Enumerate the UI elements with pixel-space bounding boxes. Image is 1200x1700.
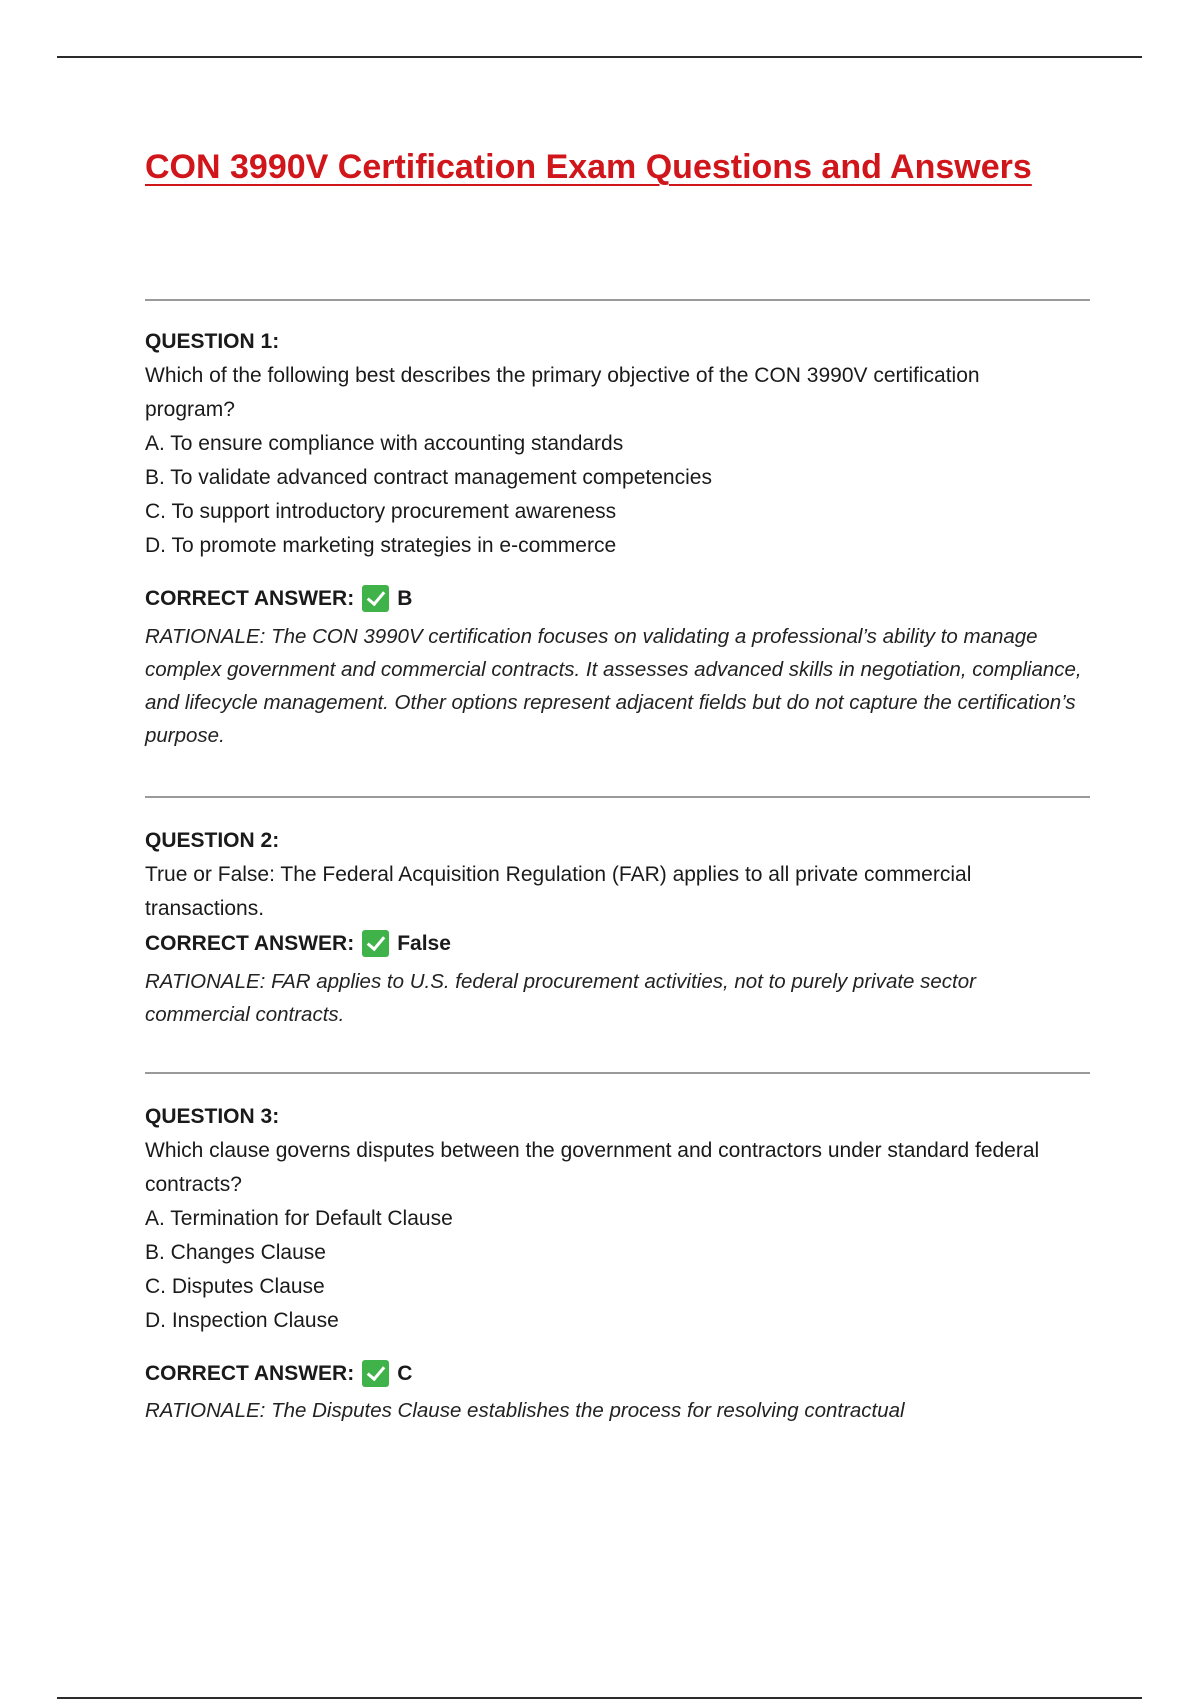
answer-option: D. To promote marketing strategies in e-commerce bbox=[145, 534, 617, 557]
question-text: True or False: The Federal Acquisition Regulation (FAR) applies to all private commercial transactions. bbox=[145, 863, 972, 920]
header-rule bbox=[57, 56, 1142, 58]
answer-option: A. Termination for Default Clause bbox=[145, 1207, 453, 1230]
question-3 bbox=[145, 1100, 1095, 1338]
correct-answer-3 bbox=[145, 1360, 412, 1387]
question-heading: QUESTION 3: bbox=[145, 1105, 280, 1128]
correct-answer-label: CORRECT ANSWER: bbox=[145, 1361, 355, 1385]
question-1 bbox=[145, 325, 1095, 563]
question-2 bbox=[145, 824, 1095, 926]
correct-answer-label: CORRECT ANSWER: bbox=[145, 931, 355, 955]
correct-answer-value: B bbox=[397, 586, 413, 610]
rationale-2: RATIONALE: FAR applies to U.S. federal procurement activities, not to purely private sector commercial contracts. bbox=[145, 970, 976, 1026]
correct-answer-label: CORRECT ANSWER: bbox=[145, 586, 355, 610]
rationale-1: RATIONALE: The CON 3990V certification focuses on validating a professional’s ability to manage complex government and commercial contracts. It assesses advanced skills in negotiation, compliance, and lifecycle management. Other options represent adjacent fields but do not capture the certification’s purpose. bbox=[145, 625, 1082, 747]
correct-answer-1 bbox=[145, 585, 412, 612]
section-divider bbox=[145, 1072, 1090, 1074]
check-mark-icon bbox=[362, 585, 389, 612]
check-mark-icon bbox=[362, 1360, 389, 1387]
answer-option: D. Inspection Clause bbox=[145, 1309, 339, 1332]
answer-option: A. To ensure compliance with accounting standards bbox=[145, 432, 624, 455]
question-text: Which clause governs disputes between the government and contractors under standard federal contracts? bbox=[145, 1139, 1040, 1196]
section-divider bbox=[145, 796, 1090, 798]
question-heading: QUESTION 2: bbox=[145, 829, 280, 852]
rationale-3: RATIONALE: The Disputes Clause establishes the process for resolving contractual bbox=[145, 1399, 905, 1422]
answer-option: C. Disputes Clause bbox=[145, 1275, 325, 1298]
answer-option: C. To support introductory procurement awareness bbox=[145, 500, 617, 523]
document-title: CON 3990V Certification Exam Questions and Answers bbox=[145, 148, 1032, 186]
section-divider bbox=[145, 299, 1090, 301]
correct-answer-value: False bbox=[397, 931, 451, 955]
check-mark-icon bbox=[362, 930, 389, 957]
question-text: Which of the following best describes the primary objective of the CON 3990V certification program? bbox=[145, 364, 980, 421]
answer-option: B. To validate advanced contract management competencies bbox=[145, 466, 712, 489]
question-heading: QUESTION 1: bbox=[145, 330, 280, 353]
answer-option: B. Changes Clause bbox=[145, 1241, 326, 1264]
correct-answer-2 bbox=[145, 930, 451, 957]
footer-rule bbox=[57, 1697, 1142, 1699]
correct-answer-value: C bbox=[397, 1361, 413, 1385]
